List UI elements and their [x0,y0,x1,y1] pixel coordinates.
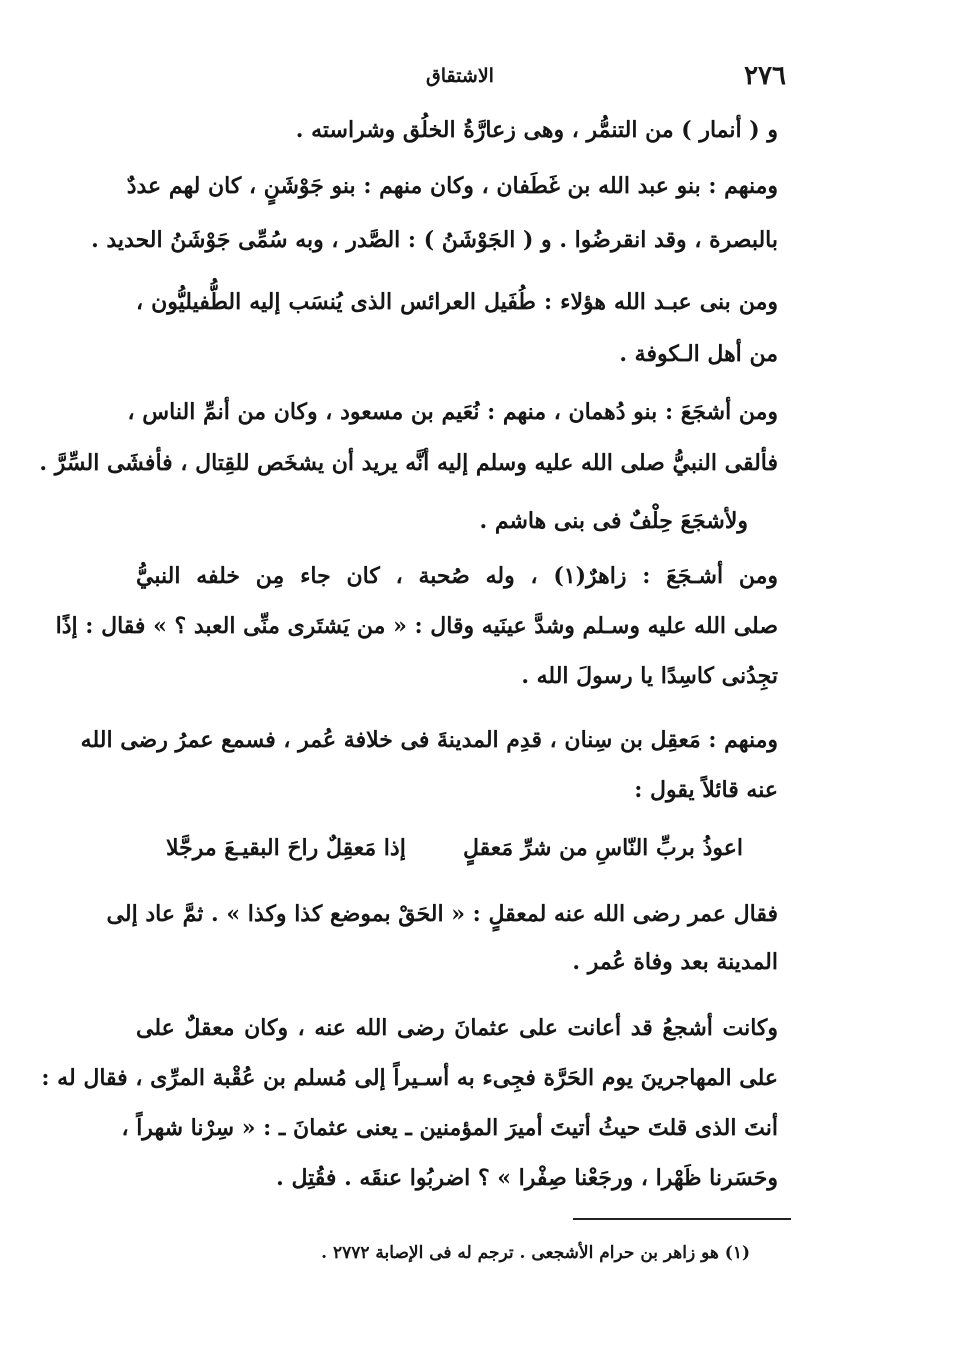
body-line: وكانت أشجعُ قد أعانت على عثمانَ رضى الله عنه ، وكان معقلٌ على [136,1015,778,1041]
body-line: ولأشجَعَ حِلْفٌ فى بنى هاشم . [479,508,748,534]
running-title: الاشتقاق [426,65,494,87]
body-line: و ( أنمار ) من التنمُّر ، وهى زعارَّةُ الخلُق وشراسته . [295,117,778,143]
body-line: تجِدُنى كاسِدًا يا رسولَ الله . [521,663,778,689]
body-line: أنتَ الذى قلتَ حيثُ أتيتَ أميرَ المؤمنين ـ يعنى عثمانَ ـ : « سِرْنا شهراً ، [121,1115,778,1141]
page-number: ٢٧٦ [744,61,786,91]
verse-line [136,828,778,868]
body-line: المدينة بعد وفاة عُمر . [572,949,778,975]
body-line: من أهل الـكوفة . [619,341,778,367]
body-line: فألقى النبيُّ صلى الله عليه وسلم إليه أنَّه يريد أن يشخَص للقِتال ، فأفشَى السِّرَّ . [39,450,778,476]
footnote: (١) هو زاهر بن حرام الأشجعى . ترجم له فى الإصابة ٢٧٧٢ . [321,1243,750,1263]
body-line: بالبصرة ، وقد انقرضُوا . و ( الجَوْشَنُ ) : الصَّدر ، وبه سُمِّى جَوْشَنُ الحديد . [91,227,778,253]
verse-hemistich: اعوذُ بربِّ النّاسِ من شرِّ مَعقلٍ [463,835,743,861]
body-line: ومنهم : بنو عبد الله بن غَطَفان ، وكان منهم : بنو جَوْشَنٍ ، كان لهم عددٌ [126,173,778,199]
body-line: عنه قائلاً يقول : [634,777,778,803]
body-line: ومن أشـجَعَ : زاهرٌ(١) ، وله صُحبة ، كان جاء مِن خلفه النبيُّ [136,563,778,589]
footnote-rule [573,1218,791,1220]
body-line: ومن بنى عبـد الله هؤلاء : طُفَيل العرائس الذى يُنسَب إليه الطُّفيليُّون ، [136,289,778,315]
verse-hemistich: إذا مَعقِلٌ راحَ البقيـعَ مرجَّلا [166,835,406,861]
page-header [120,56,800,96]
body-line: على المهاجرينَ يوم الحَرَّة فجِىء به أسـيراً إلى مُسلم بن عُقْبة المرِّى ، فقال له : [41,1065,778,1091]
body-line: صلى الله عليه وسـلم وشدَّ عينَيه وقال : « من يَشتَرى منِّى العبد ؟ » فقال : إذًا [55,613,778,639]
body-line: وحَسَرنا ظَهْرا ، ورجَعْنا صِفْرا » ؟ اضربُوا عنقَه . فقُتِل . [276,1165,778,1191]
body-line: ومن أشجَعَ : بنو دُهمان ، منهم : نُعَيم بن مسعود ، وكان من أنمِّ الناس ، [127,399,778,425]
body-line: فقال عمر رضى الله عنه لمعقلٍ : « الحَقْ بموضع كذا وكذا » . ثمَّ عاد إلى [106,901,778,927]
body-line: ومنهم : مَعقِل بن سِنان ، قدِم المدينةَ فى خلافة عُمر ، فسمع عمرُ رضى الله [80,727,778,753]
